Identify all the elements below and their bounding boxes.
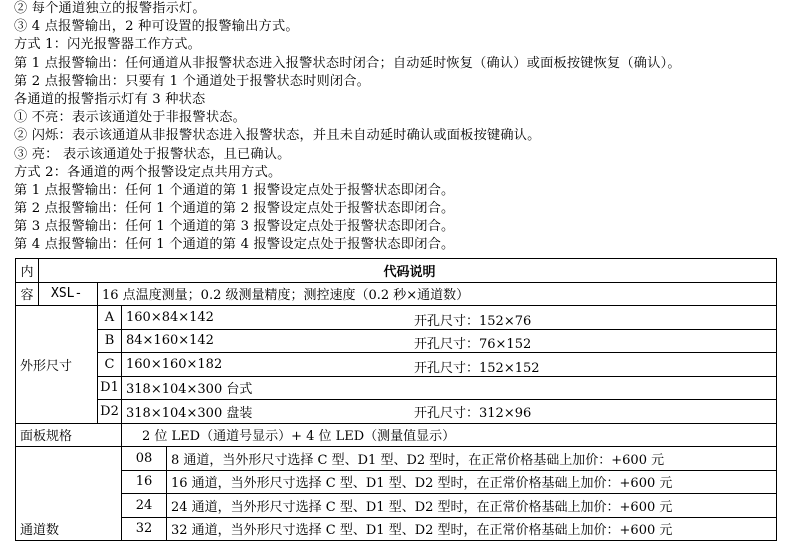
text-line: 方式 2：各通道的两个报警设定点共用方式。: [14, 164, 282, 180]
table-row: [16, 282, 777, 306]
table-row: [16, 517, 777, 541]
text-line: 第 3 点报警输出：任何 1 个通道的第 3 报警设定点处于报警状态即闭合。: [14, 219, 455, 235]
table-row: [16, 259, 777, 283]
model-code: XSL-: [39, 282, 98, 306]
table-row: [16, 376, 777, 400]
size-dims: 160×84×142: [126, 309, 214, 325]
channels-label: 通道数: [16, 447, 122, 541]
table-row: [16, 494, 777, 518]
description-text: [14, 0, 784, 255]
table-row: [16, 470, 777, 494]
text-line: 第 4 点报警输出：任何 1 个通道的第 4 报警设定点处于报警状态即闭合。: [14, 237, 455, 253]
channel-code: 24: [122, 494, 167, 518]
size-dims: 318×104×300 盘装: [126, 405, 253, 421]
hole-size: 开孔尺寸：152×152: [414, 360, 540, 376]
size-code: A: [98, 306, 122, 330]
channel-desc: 16 通道，当外形尺寸选择 C 型、D1 型、D2 型时，在正常价格基础上加价：+600 元: [167, 470, 777, 494]
table-row: [16, 423, 777, 447]
channel-desc: 32 通道，当外形尺寸选择 C 型、D1 型、D2 型时，在正常价格基础上加价：+600 元: [167, 517, 777, 541]
table-row: [16, 306, 777, 330]
text-line: ③ 4 点报警输出，2 种可设置的报警输出方式。: [14, 19, 299, 35]
text-line: 第 1 点报警输出：任何通道从非报警状态进入报警状态时闭合；自动延时恢复（确认）或面板按键恢复（确认）。: [14, 55, 681, 71]
size-desc: [122, 376, 777, 400]
content-label-top: 内: [16, 259, 39, 283]
size-dims: 160×160×182: [126, 356, 223, 372]
size-code: D1: [98, 376, 122, 400]
panel-label: 面板规格: [16, 423, 122, 447]
model-desc: 16 点温度测量；0.2 级测量精度；测控速度（0.2 秒×通道数）: [98, 282, 777, 306]
table-row: [16, 400, 777, 424]
text-line: 各通道的报警指示灯有 3 种状态: [14, 91, 206, 107]
text-line: 第 2 点报警输出：任何 1 个通道的第 2 报警设定点处于报警状态即闭合。: [14, 201, 455, 217]
table-row: [16, 329, 777, 353]
size-dims: 84×160×142: [126, 333, 214, 349]
panel-desc: 2 位 LED（通道号显示）+ 4 位 LED（测量值显示）: [122, 423, 777, 447]
channel-code: 32: [122, 517, 167, 541]
hole-size: 开孔尺寸：312×96: [414, 405, 532, 421]
size-desc: [122, 353, 777, 377]
size-code: B: [98, 329, 122, 353]
text-line: 方式 1：闪光报警器工作方式。: [14, 37, 202, 53]
hole-size: 开孔尺寸：152×76: [414, 313, 532, 329]
size-desc: [122, 306, 777, 330]
code-header: 代码说明: [39, 259, 777, 283]
text-line: ① 不亮：表示该通道处于非报警状态。: [14, 110, 246, 126]
size-label: 外形尺寸: [16, 306, 98, 424]
channel-desc: 8 通道，当外形尺寸选择 C 型、D1 型、D2 型时，在正常价格基础上加价：+600 元: [167, 447, 777, 471]
text-line: ② 每个通道独立的报警指示灯。: [14, 1, 206, 16]
size-code: D2: [98, 400, 122, 424]
channel-code: 08: [122, 447, 167, 471]
size-desc: [122, 400, 777, 424]
size-code: C: [98, 353, 122, 377]
channel-code: 16: [122, 470, 167, 494]
text-line: ③ 亮： 表示该通道处于报警状态，且已确认。: [14, 146, 291, 162]
table-row: [16, 447, 777, 471]
code-table: [15, 258, 777, 541]
hole-size: 开孔尺寸：76×152: [414, 337, 532, 353]
size-desc: [122, 329, 777, 353]
channel-desc: 24 通道，当外形尺寸选择 C 型、D1 型、D2 型时，在正常价格基础上加价：+600 元: [167, 494, 777, 518]
table-row: [16, 353, 777, 377]
size-dims: 318×104×300 台式: [126, 382, 253, 398]
content-label-bottom: 容: [16, 282, 39, 306]
text-line: ② 闪烁：表示该通道从非报警状态进入报警状态，并且未自动延时确认或面板按键确认。: [14, 128, 541, 144]
text-line: 第 2 点报警输出：只要有 1 个通道处于报警状态时则闭合。: [14, 73, 371, 89]
text-line: 第 1 点报警输出：任何 1 个通道的第 1 报警设定点处于报警状态即闭合。: [14, 182, 455, 198]
